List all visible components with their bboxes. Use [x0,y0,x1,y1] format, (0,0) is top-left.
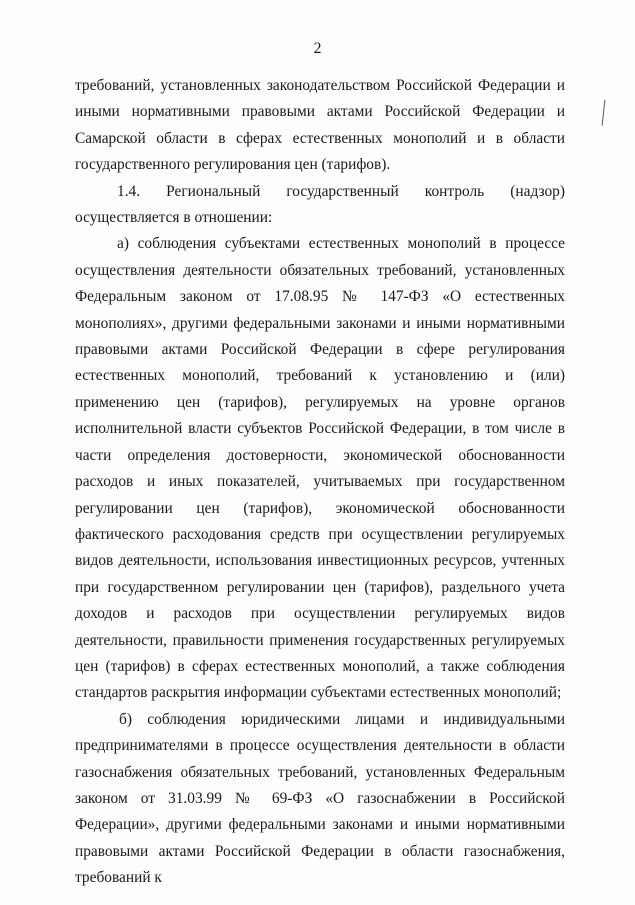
page-number: 2 [313,40,322,57]
paragraph-continuation: требований, установленных законодательством Российской Федерации и иными нормативными правовыми актами Российской Федерации и Самарской области в сферах естественных монополий и в области государственного регулирования цен (тарифов). [75,77,565,174]
paragraph-1-4: 1.4. Региональный государственный контроль (надзор) осуществляется в отношении: [75,182,565,227]
paragraph-item-b: б) соблюдения юридическими лицами и индивидуальными предпринимателями в процессе осуществления деятельности в области газоснабжения обязательных требований, установленных Федеральным законом от 31.03.99 № 69-ФЗ «О газоснабжении в Российской Федерации», другими федеральными законами и иными нормативными правовыми актами Российской Федерации в области газоснабжения, требований к [75,710,565,887]
margin-pen-mark [602,100,612,127]
document-body [75,73,565,892]
paragraph-item-a: а) соблюдения субъектами естественных монополий в процессе осуществления деятельности обязательных требований, установленных Федеральным законом от 17.08.95 № 147-ФЗ «О естественных монополиях», другими федеральными законами и иными нормативными правовыми актами Российской Федерации в сфере регулирования естественных монополий, требований к установлению и (или) применению цен (тарифов), регулируемых на уровне органов исполнительной власти субъектов Российской Федерации, в том числе в части определения достоверности, экономической обоснованности расходов и иных показателей, учитываемых при государственном регулировании цен (тарифов), экономической обоснованности фактического расходования средств при осуществлении регулируемых видов деятельности, использования инвестиционных ресурсов, учтенных при государственном регулировании цен (тарифов), раздельного учета доходов и расходов при осуществлении регулируемых видов деятельности, правильности применения государственных регулируемых цен (тарифов) в сферах естественных монополий, а также соблюдения стандартов раскрытия информации субъектами естественных монополий; [75,235,565,702]
